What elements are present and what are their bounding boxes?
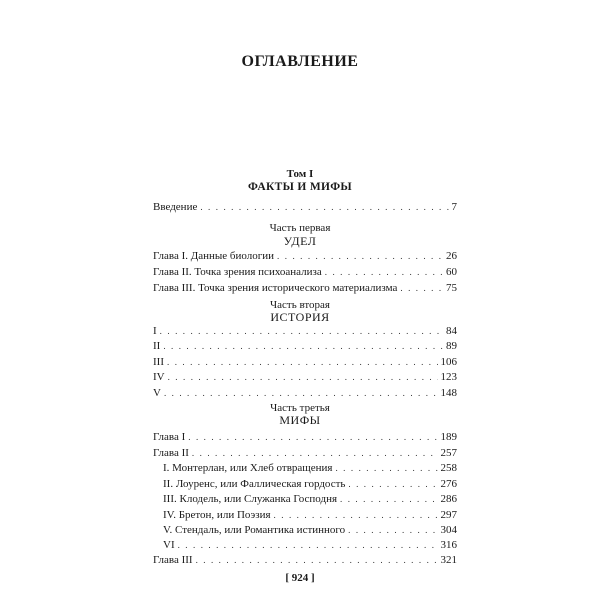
leader-dots bbox=[277, 249, 443, 263]
leader-dots bbox=[196, 553, 438, 567]
toc-entry-page: 257 bbox=[440, 447, 457, 459]
toc-entry-label: Введение bbox=[153, 201, 198, 213]
leader-dots bbox=[178, 538, 438, 552]
toc-entry[interactable] bbox=[153, 324, 457, 338]
toc-entry-page: 316 bbox=[440, 539, 457, 551]
toc-entry[interactable] bbox=[153, 281, 457, 295]
toc-entry-page: 26 bbox=[446, 250, 457, 262]
toc-entry-page: 123 bbox=[440, 371, 457, 383]
toc-entry[interactable] bbox=[153, 370, 457, 384]
toc-subentry[interactable] bbox=[163, 508, 457, 522]
leader-dots bbox=[400, 281, 443, 295]
toc-entry[interactable] bbox=[153, 446, 457, 460]
leader-dots bbox=[348, 477, 437, 491]
part3-title: МИФЫ bbox=[279, 413, 321, 427]
toc-entry-page: 321 bbox=[440, 554, 457, 566]
leader-dots bbox=[188, 430, 437, 444]
toc-entry-label: Глава III bbox=[153, 554, 193, 566]
toc-entry-page: 189 bbox=[440, 431, 457, 443]
leader-dots bbox=[200, 200, 448, 214]
toc-entry[interactable] bbox=[153, 265, 457, 279]
toc-entry-label: I bbox=[153, 325, 157, 337]
leader-dots bbox=[164, 386, 438, 400]
part2-title: ИСТОРИЯ bbox=[270, 310, 330, 324]
toc-entry-page: 148 bbox=[440, 387, 457, 399]
toc-entry-page: 7 bbox=[451, 201, 457, 213]
leader-dots bbox=[168, 370, 438, 384]
toc-entry-label: V bbox=[153, 387, 161, 399]
toc-entry[interactable] bbox=[153, 553, 457, 567]
toc-entry-page: 286 bbox=[440, 493, 457, 505]
toc-entry-label: III. Клодель, или Служанка Господня bbox=[163, 493, 338, 505]
leader-dots bbox=[348, 523, 437, 537]
toc-subentry[interactable] bbox=[163, 523, 457, 537]
volume-label: Том I bbox=[286, 168, 314, 180]
toc-entry-page: 276 bbox=[440, 478, 457, 490]
leader-dots bbox=[160, 324, 443, 338]
toc-subentry[interactable] bbox=[163, 538, 457, 552]
toc-entry-label: VI bbox=[163, 539, 175, 551]
volume-title: ФАКТЫ И МИФЫ bbox=[247, 181, 353, 193]
leader-dots bbox=[274, 508, 438, 522]
page-title: ОГЛАВЛЕНИЕ bbox=[241, 53, 359, 70]
part2-label: Часть вторая bbox=[269, 299, 330, 311]
part3-label: Часть третья bbox=[270, 402, 330, 414]
leader-dots bbox=[325, 265, 443, 279]
toc-entry-label: II bbox=[153, 340, 161, 352]
toc-entry-intro[interactable] bbox=[153, 200, 457, 214]
toc-entry-label: IV bbox=[153, 371, 165, 383]
toc-subentry[interactable] bbox=[163, 461, 457, 475]
page-number: [ 924 ] bbox=[285, 572, 315, 584]
leader-dots bbox=[163, 339, 443, 353]
toc-entry-label: Глава I. Данные биологии bbox=[153, 250, 275, 262]
leader-dots bbox=[167, 355, 438, 369]
leader-dots bbox=[335, 461, 437, 475]
toc-subentry[interactable] bbox=[163, 477, 457, 491]
toc-entry-label: III bbox=[153, 356, 164, 368]
toc-entry-label: Глава II bbox=[153, 447, 189, 459]
toc-entry-label: II. Лоуренс, или Фаллическая гордость bbox=[163, 478, 346, 490]
toc-entry-page: 60 bbox=[446, 266, 457, 278]
toc-entry-label: IV. Бретон, или Поэзия bbox=[163, 509, 271, 521]
toc-entry-label: I. Монтерлан, или Хлеб отвращения bbox=[163, 462, 333, 474]
toc-entry-page: 297 bbox=[440, 509, 457, 521]
toc-entry-label: V. Стендаль, или Романтика истинного bbox=[163, 524, 346, 536]
toc-entry[interactable] bbox=[153, 430, 457, 444]
toc-entry-label: Глава II. Точка зрения психоанализа bbox=[153, 266, 322, 278]
toc-subentry[interactable] bbox=[163, 492, 457, 506]
leader-dots bbox=[340, 492, 437, 506]
part1-title: УДЕЛ bbox=[283, 234, 317, 248]
leader-dots bbox=[192, 446, 438, 460]
part1-label: Часть первая bbox=[269, 222, 331, 234]
toc-entry[interactable] bbox=[153, 355, 457, 369]
toc-entry-page: 106 bbox=[440, 356, 457, 368]
toc-entry-page: 84 bbox=[446, 325, 457, 337]
toc-entry-page: 75 bbox=[446, 282, 457, 294]
toc-entry-page: 89 bbox=[446, 340, 457, 352]
toc-entry-page: 304 bbox=[440, 524, 457, 536]
toc-entry[interactable] bbox=[153, 249, 457, 263]
toc-entry[interactable] bbox=[153, 386, 457, 400]
toc-entry-label: Глава I bbox=[153, 431, 186, 443]
toc-entry-page: 258 bbox=[440, 462, 457, 474]
toc-entry-label: Глава III. Точка зрения исторического материализма bbox=[153, 282, 398, 294]
toc-entry[interactable] bbox=[153, 339, 457, 353]
